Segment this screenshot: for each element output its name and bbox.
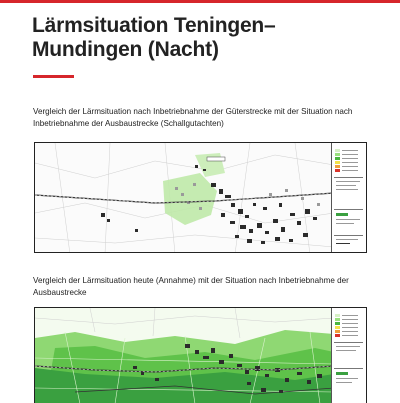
title-underline: [33, 75, 74, 78]
map-caption-2: Vergleich der Lärmsituation heute (Annahme) mit der Situation nach Inbetriebnahme der Ausbaustrecke: [33, 276, 349, 297]
top-accent-bar: [0, 0, 400, 3]
noise-map-1: [34, 142, 367, 253]
noise-map-2: [34, 307, 367, 403]
map-legend-2: [331, 308, 366, 403]
noise-map-2-graphic: [35, 308, 367, 403]
noise-map-1-graphic: [35, 143, 367, 253]
map-caption-1: Vergleich der Lärmsituation nach Inbetriebnahme der Güterstrecke mit der Situation nach Inbetriebnahme der Ausbaustrecke (Schallgutachten): [33, 107, 353, 128]
page-title: Lärmsituation Teningen–Mundingen (Nacht): [32, 14, 276, 61]
map-legend-1: [331, 143, 366, 252]
